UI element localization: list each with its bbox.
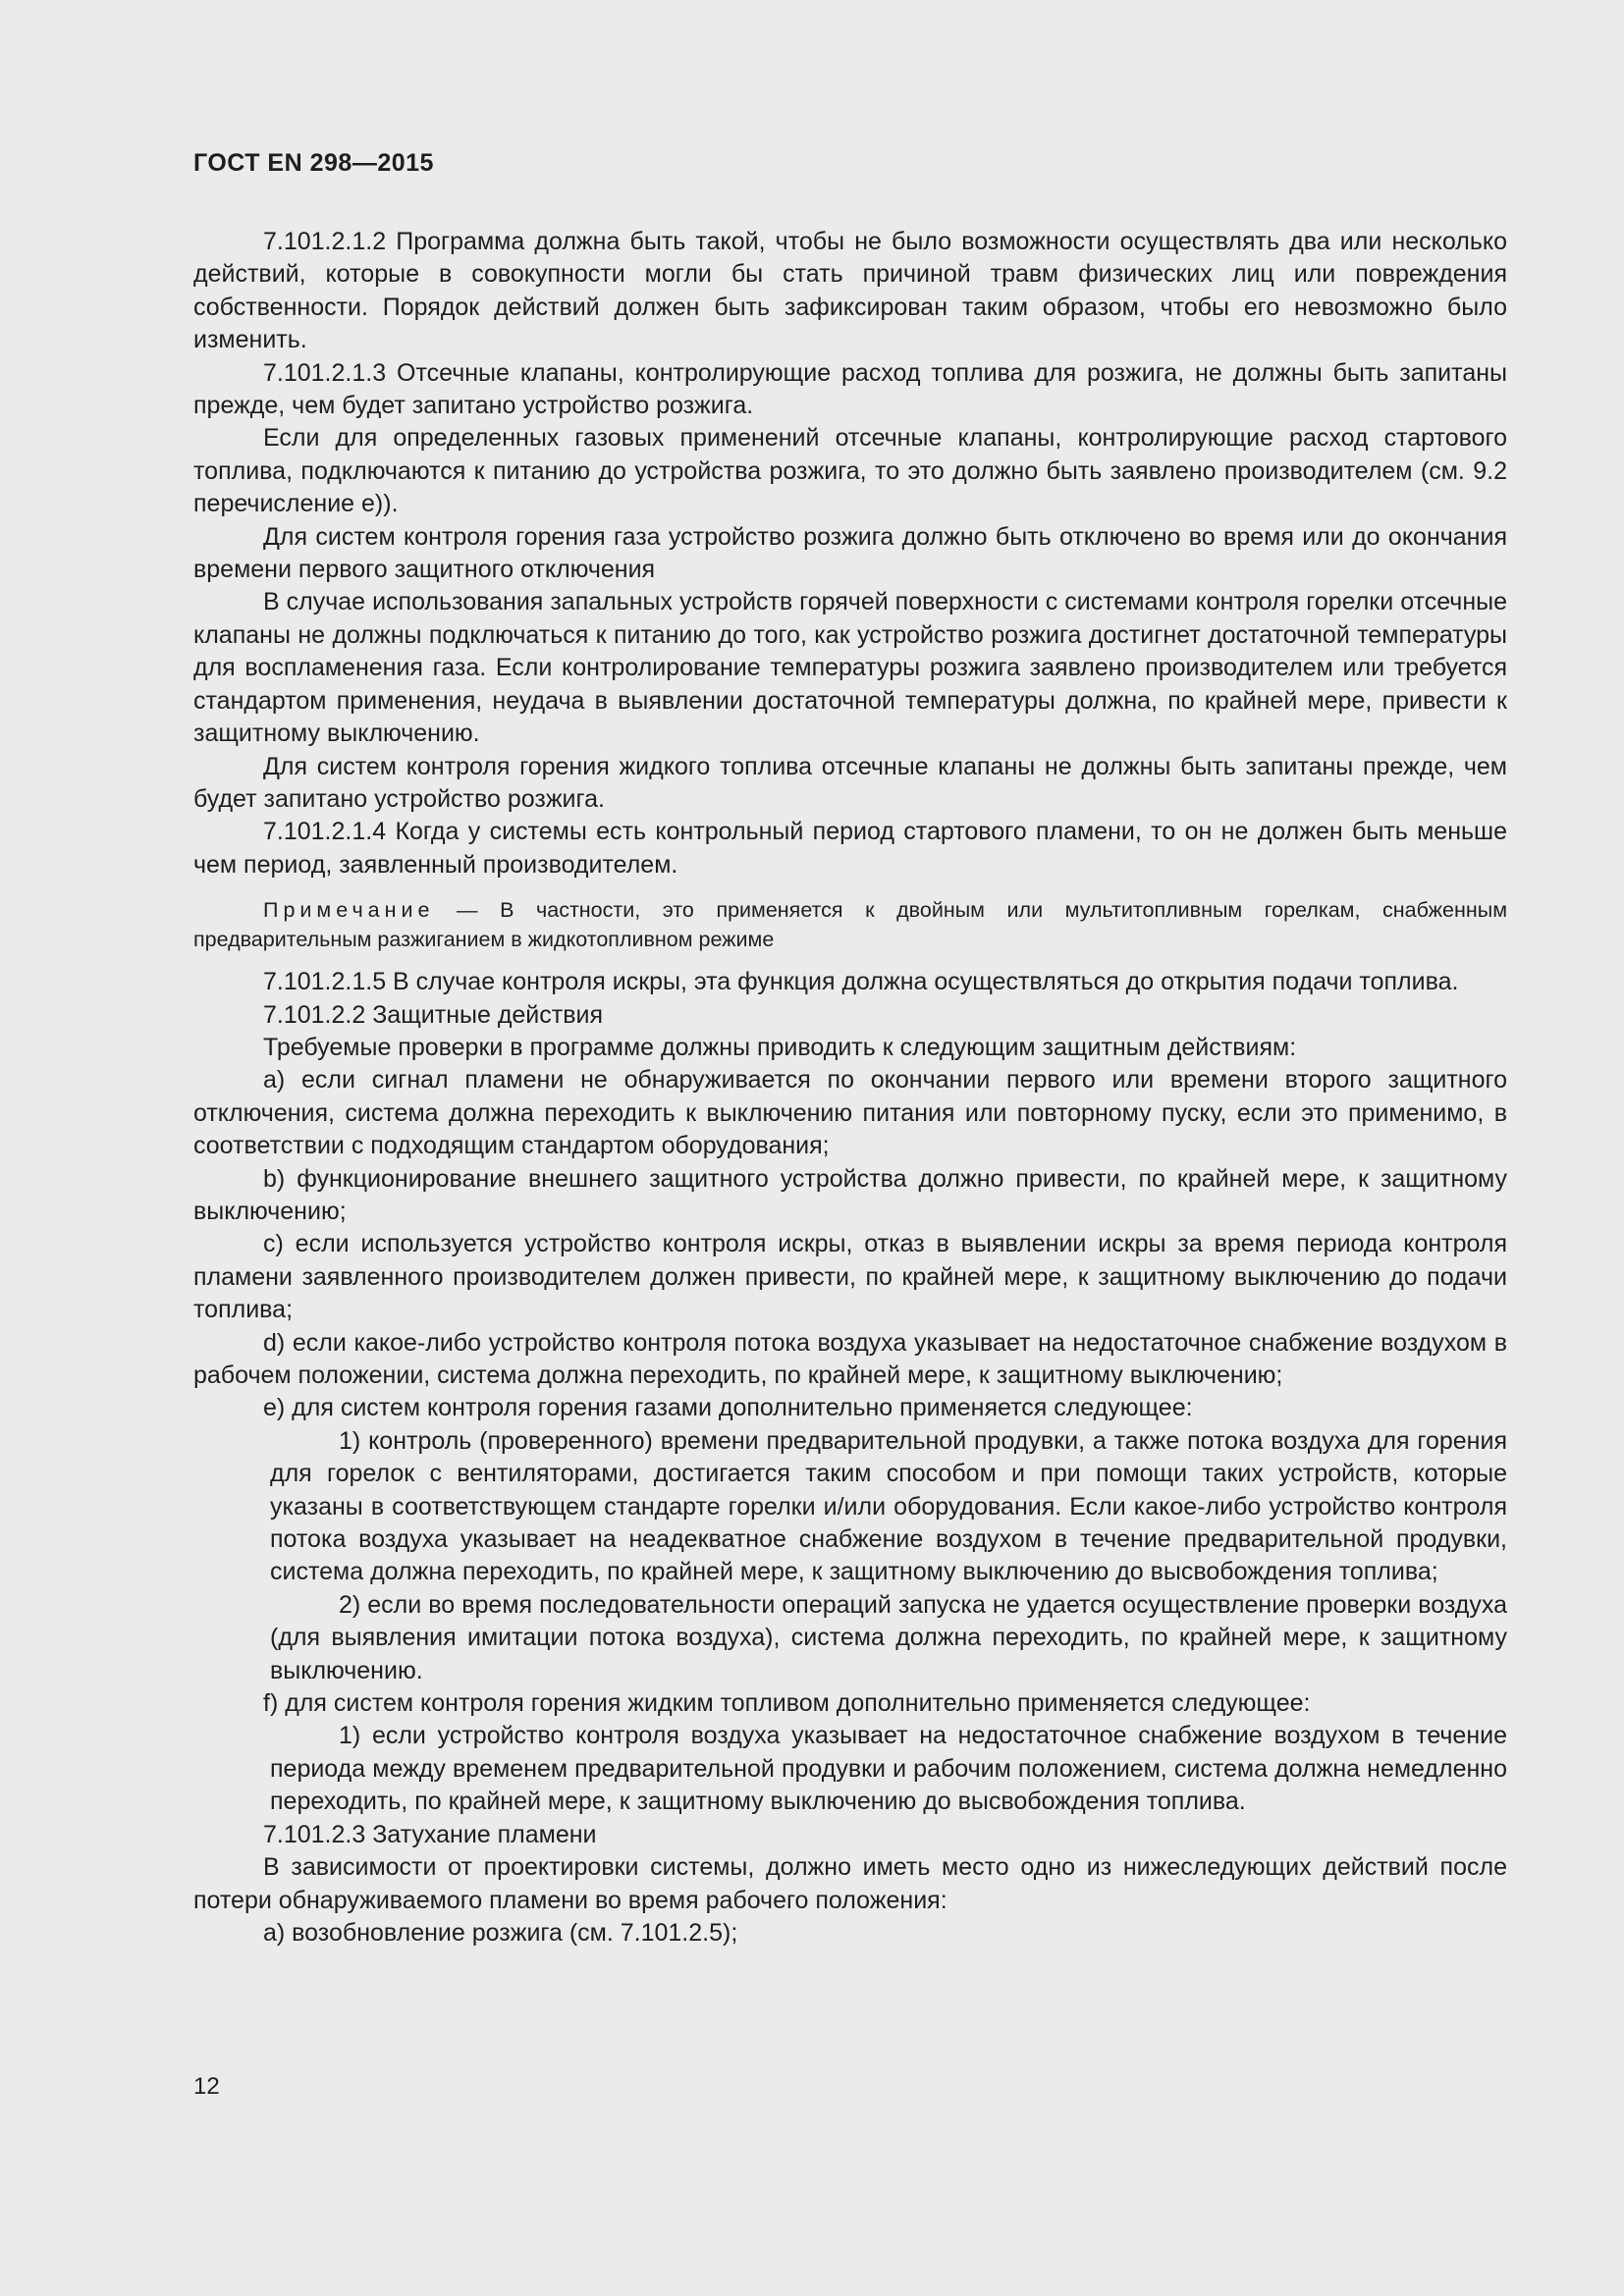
note-text: — В частности, это применяется к двойным или мультитопливным горелкам, снабженным предварительным разжиганием в жидкотопливном режиме	[193, 898, 1507, 952]
list-item: е) для систем контроля горения газами дополнительно применяется следующее:	[263, 1394, 1193, 1422]
page-number: 12	[193, 2073, 220, 2100]
document-header: ГОСТ EN 298—2015	[193, 149, 434, 177]
paragraph: Для систем контроля горения жидкого топлива отсечные клапаны не должны быть запитаны прежде, чем будет запитано устройство розжига.	[193, 752, 1507, 813]
paragraph: 7.101.2.1.3 Отсечные клапаны, контролирующие расход топлива для розжига, не должны быть запитаны прежде, чем будет запитано устройство розжига.	[193, 358, 1507, 420]
sub-list-item: 1) контроль (проверенного) времени предварительной продувки, а также потока воздуха для горения для горелок с вентиляторами, достигается таким способом и при помощи таких устройств, которые указаны в соответствующем стандарте горелки и/или оборудования. Если какое-либо устройство контроля потока воздуха указывает на неадекватное снабжение воздухом в течение предварительной продувки, система должна переходить, по крайней мере, к защитному выключению до высвобождения топлива;	[270, 1426, 1507, 1586]
list-item: b) функционирование внешнего защитного устройства должно привести, по крайней мере, к защитному выключению;	[193, 1164, 1507, 1225]
paragraph: В зависимости от проектировки системы, должно иметь место одно из нижеследующих действий после потери обнаруживаемого пламени во время рабочего положения:	[193, 1853, 1507, 1914]
paragraph: Требуемые проверки в программе должны приводить к следующим защитным действиям:	[263, 1033, 1297, 1061]
paragraph: В случае использования запальных устройств горячей поверхности с системами контроля горелки отсечные клапаны не должны подключаться к питанию до того, как устройство розжига достигнет достаточной температуры для воспламенения газа. Если контролирование температуры розжига заявлено производителем или требуется стандартом применения, неудача в выявлении достаточной температуры должна, по крайней мере, привести к защитному выключению.	[193, 588, 1507, 748]
paragraph: Если для определенных газовых применений отсечные клапаны, контролирующие расход стартового топлива, подключаются к питанию до устройства розжига, то это должно быть заявлено производителем (см. 9.2 перечисление е)).	[193, 424, 1507, 518]
sub-list-item: 2) если во время последовательности операций запуска не удается осуществление проверки воздуха (для выявления имитации потока воздуха), система должна переходить, по крайней мере, к защитному выключению.	[270, 1590, 1507, 1684]
note	[193, 895, 1507, 954]
body-text	[193, 226, 1507, 1949]
list-item: а) возобновление розжига (см. 7.101.2.5);	[263, 1918, 738, 1947]
list-item: f) для систем контроля горения жидким топливом дополнительно применяется следующее:	[263, 1689, 1311, 1718]
list-item: d) если какое-либо устройство контроля потока воздуха указывает на недостаточное снабжение воздухом в рабочем положении, система должна переходить, по крайней мере, к защитному выключению;	[193, 1328, 1507, 1389]
paragraph: 7.101.2.1.5 В случае контроля искры, эта функция должна осуществляться до открытия подачи топлива.	[263, 968, 1459, 996]
section-heading: 7.101.2.3 Затухание пламени	[263, 1820, 597, 1848]
paragraph: 7.101.2.1.2 Программа должна быть такой, чтобы не было возможности осуществлять два или несколько действий, которые в совокупности могли бы стать причиной травм физических лиц или повреждения собственности. Порядок действий должен быть зафиксирован таким образом, чтобы его невозможно было изменить.	[193, 228, 1507, 354]
paragraph: 7.101.2.1.4 Когда у системы есть контрольный период стартового пламени, то он не должен быть меньше чем период, заявленный производителем.	[193, 818, 1507, 879]
list-item: с) если используется устройство контроля искры, отказ в выявлении искры за время периода контроля пламени заявленного производителем должен привести, по крайней мере, к защитному выключению до подачи топлива;	[193, 1230, 1507, 1324]
list-item: а) если сигнал пламени не обнаруживается по окончании первого или времени второго защитного отключения, система должна переходить к выключению питания или повторному пуску, если это применимо, в соответствии с подходящим стандартом оборудования;	[193, 1066, 1507, 1160]
sub-list-item: 1) если устройство контроля воздуха указывает на недостаточное снабжение воздухом в течение периода между временем предварительной продувки и рабочим положением, система должна немедленно переходить, по крайней мере, к защитному выключению до высвобождения топлива.	[270, 1722, 1507, 1816]
section-heading: 7.101.2.2 Защитные действия	[263, 1000, 604, 1029]
paragraph: Для систем контроля горения газа устройство розжига должно быть отключено во время или до окончания времени первого защитного отключения	[193, 522, 1507, 584]
note-label: Примечание	[263, 898, 435, 923]
